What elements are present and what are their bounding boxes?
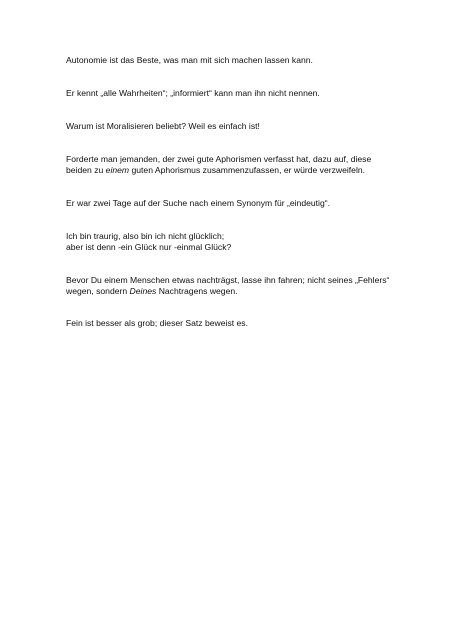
- text-run: Er kennt „alle Wahrheiten“; „informiert“ kann man ihn nicht nennen.: [66, 88, 320, 98]
- aphorism-zwei-aphorismen: [66, 154, 406, 176]
- aphorism-nachtragen: [66, 275, 406, 297]
- aphorism-autonomie: [66, 55, 406, 66]
- aphorism-line: [66, 286, 406, 297]
- text-run: Forderte man jemanden, der zwei gute Aphorismen verfasst hat, dazu auf, diese: [66, 154, 372, 164]
- aphorism-line: [66, 121, 406, 132]
- aphorism-line: [66, 275, 406, 286]
- aphorism-traurig: [66, 231, 406, 253]
- text-run: guten Aphorismus zusammenzufassen, er würde verzweifeln.: [129, 165, 366, 175]
- aphorism-wahrheiten: [66, 88, 406, 99]
- aphorism-line: [66, 318, 406, 329]
- text-run: Er war zwei Tage auf der Suche nach einem Synonym für „eindeutig“.: [66, 198, 330, 208]
- aphorism-line: [66, 231, 406, 242]
- text-run: Warum ist Moralisieren beliebt? Weil es einfach ist!: [66, 121, 260, 131]
- text-run: Nachtragens wegen.: [156, 286, 238, 296]
- aphorism-fein-grob: [66, 318, 406, 329]
- text-run: Autonomie ist das Beste, was man mit sich machen lassen kann.: [66, 55, 313, 65]
- text-run: wegen, sondern: [66, 286, 130, 296]
- text-run: Bevor Du einem Menschen etwas nachträgst, lasse ihn fahren; nicht seines „Fehlers“: [66, 275, 390, 285]
- text-run: aber ist denn -ein Glück nur -einmal Glück?: [66, 242, 232, 252]
- text-run: beiden zu: [66, 165, 106, 175]
- aphorism-line: [66, 198, 406, 209]
- emphasis-text: Deines: [129, 286, 157, 296]
- emphasis-text: einem: [105, 165, 130, 175]
- text-run: Ich bin traurig, also bin ich nicht glücklich;: [66, 231, 225, 241]
- aphorism-line: [66, 154, 406, 165]
- aphorism-synonym: [66, 198, 406, 209]
- aphorism-moralisieren: [66, 121, 406, 132]
- aphorism-line: [66, 88, 406, 99]
- aphorism-line: [66, 165, 406, 176]
- aphorism-line: [66, 55, 406, 66]
- text-run: Fein ist besser als grob; dieser Satz beweist es.: [66, 318, 248, 328]
- aphorism-line: [66, 242, 406, 253]
